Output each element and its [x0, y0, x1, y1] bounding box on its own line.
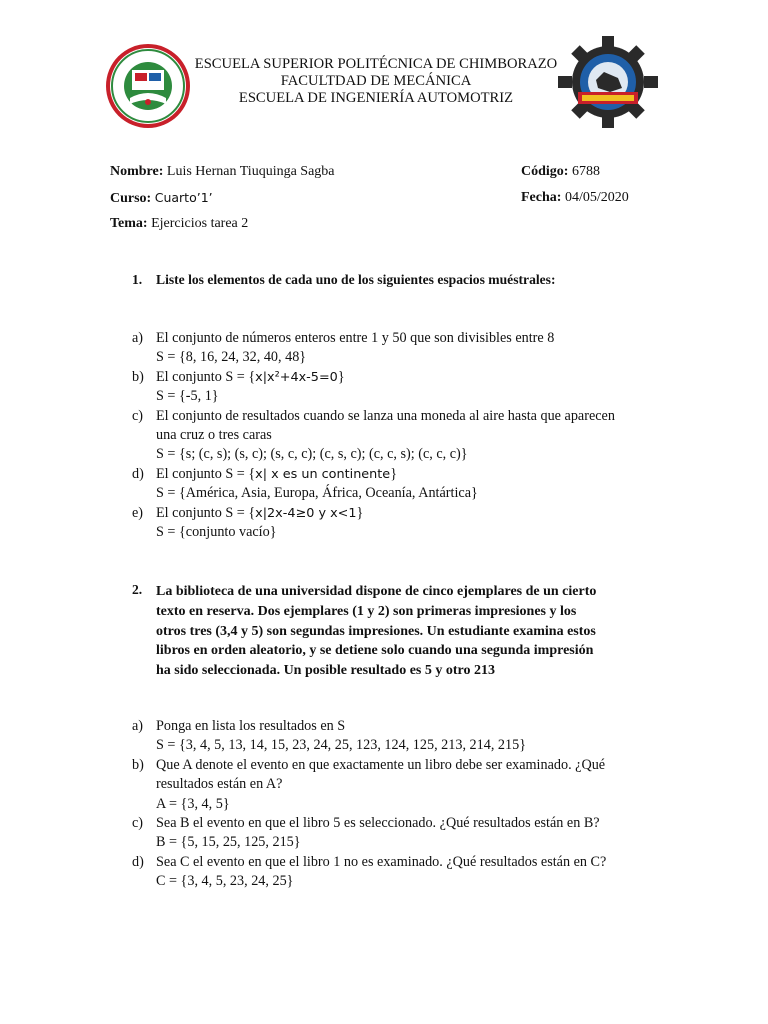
item-text: El conjunto de números enteros entre 1 y 50 que son divisibles entre 8 [156, 330, 555, 346]
item-text: Sea C el evento en que el libro 1 no es examinado. ¿Qué resultados están en C? [156, 853, 607, 870]
list-item [132, 814, 606, 853]
list-item [132, 717, 606, 756]
item-answer: A = {3, 4, 5} [156, 795, 230, 812]
item-answer: S = {s; (c, s); (s, c); (s, c, c); (c, s, c); (c, c, s); (c, c, c)} [156, 446, 468, 463]
item-label: e) [132, 504, 144, 521]
faculty-name: FACULTDAD DE MECÁNICA [280, 73, 472, 89]
item-text: Sea B el evento en que el libro 5 es seleccionado. ¿Qué resultados están en B? [156, 815, 600, 832]
math-expression: x| x es un continente [255, 466, 391, 482]
codigo-row [521, 164, 600, 180]
university-seal-logo [104, 42, 192, 130]
institution-header [190, 56, 562, 107]
list-item [132, 368, 615, 407]
item-label: a) [132, 718, 144, 734]
question-text [156, 582, 626, 681]
text-segment: El conjunto S = { [156, 504, 256, 521]
item-answer: C = {3, 4, 5, 23, 24, 25} [156, 873, 294, 890]
item-text: El conjunto de resultados cuando se lanza una moneda al aire hasta que aparecen [156, 407, 615, 424]
school-name: ESCUELA DE INGENIERÍA AUTOMOTRIZ [238, 90, 514, 106]
curso-row [110, 190, 213, 207]
question-text-line: libros en orden aleatorio, y se detiene solo cuando una segunda impresión [156, 643, 594, 659]
question-text-line: La biblioteca de una universidad dispone de cinco ejemplares de un cierto [156, 584, 597, 599]
question-1-items [132, 329, 615, 542]
item-label: b) [132, 756, 144, 773]
item-answer: S = {conjunto vacío} [156, 524, 277, 541]
item-answer: S = {3, 4, 5, 13, 14, 15, 23, 24, 25, 123, 124, 125, 213, 214, 215} [156, 737, 527, 754]
item-label: a) [132, 330, 144, 346]
list-item [132, 329, 615, 368]
fecha-label: Fecha: [521, 190, 562, 205]
text-segment: El conjunto S = { [156, 465, 256, 482]
item-text [132, 465, 615, 484]
automotive-gear-logo [554, 36, 662, 128]
question-text-line: ha sido seleccionada. Un posible resultado es 5 y otro 213 [156, 663, 496, 679]
tema-label: Tema: [110, 216, 148, 231]
item-text [132, 504, 615, 523]
list-item [132, 504, 615, 543]
item-label: d) [132, 853, 144, 870]
item-label: c) [132, 815, 144, 832]
fecha-value: 04/05/2020 [564, 190, 629, 205]
item-label: d) [132, 465, 144, 482]
curso-label: Curso: [110, 191, 152, 206]
text-segment: } [390, 465, 397, 482]
question-text: Liste los elementos de cada uno de los siguientes espacios muéstrales: [156, 272, 556, 287]
item-answer: S = {8, 16, 24, 32, 40, 48} [156, 349, 307, 366]
math-expression: x|2x-4≥0 y x<1 [255, 505, 357, 521]
list-item [132, 407, 615, 465]
list-item [132, 756, 606, 814]
item-text: Que A denote el evento en que exactamente un libro debe ser examinado. ¿Qué [156, 756, 606, 773]
institution-name: ESCUELA SUPERIOR POLITÉCNICA DE CHIMBORAZO [194, 56, 558, 72]
text-segment: El conjunto S = { [156, 368, 256, 385]
question-number: 2. [132, 582, 143, 597]
math-expression: x|x²+4x-5=0 [255, 369, 338, 385]
list-item [132, 853, 606, 892]
item-text [132, 368, 615, 387]
question-text-line: texto en reserva. Dos ejemplares (1 y 2) son primeras impresiones y los [156, 603, 577, 619]
text-segment: } [356, 504, 364, 521]
tema-row [110, 216, 248, 232]
curso-value: Cuarto’1’ [154, 190, 213, 205]
item-answer: B = {5, 15, 25, 125, 215} [156, 834, 301, 851]
question-number: 1. [132, 272, 143, 287]
item-label: b) [132, 368, 144, 385]
question-text-line: otros tres (3,4 y 5) son segundas impresiones. Un estudiante examina estos [156, 623, 596, 639]
item-text: resultados están en A? [156, 776, 283, 793]
codigo-value: 6788 [571, 164, 600, 179]
item-answer: S = {América, Asia, Europa, África, Oceanía, Antártica} [156, 485, 478, 502]
list-item [132, 465, 615, 504]
fecha-row [521, 190, 629, 206]
text-segment: } [337, 368, 345, 385]
nombre-label: Nombre: [110, 164, 164, 179]
item-answer: S = {-5, 1} [156, 388, 219, 405]
student-name-row [110, 164, 335, 180]
question-2-items [132, 717, 606, 892]
nombre-value: Luis Hernan Tiuquinga Sagba [166, 164, 335, 179]
item-text: una cruz o tres caras [156, 427, 272, 444]
item-text: Ponga en lista los resultados en S [156, 718, 346, 734]
codigo-label: Código: [521, 164, 569, 179]
item-label: c) [132, 407, 144, 424]
tema-value: Ejercicios tarea 2 [151, 216, 249, 231]
